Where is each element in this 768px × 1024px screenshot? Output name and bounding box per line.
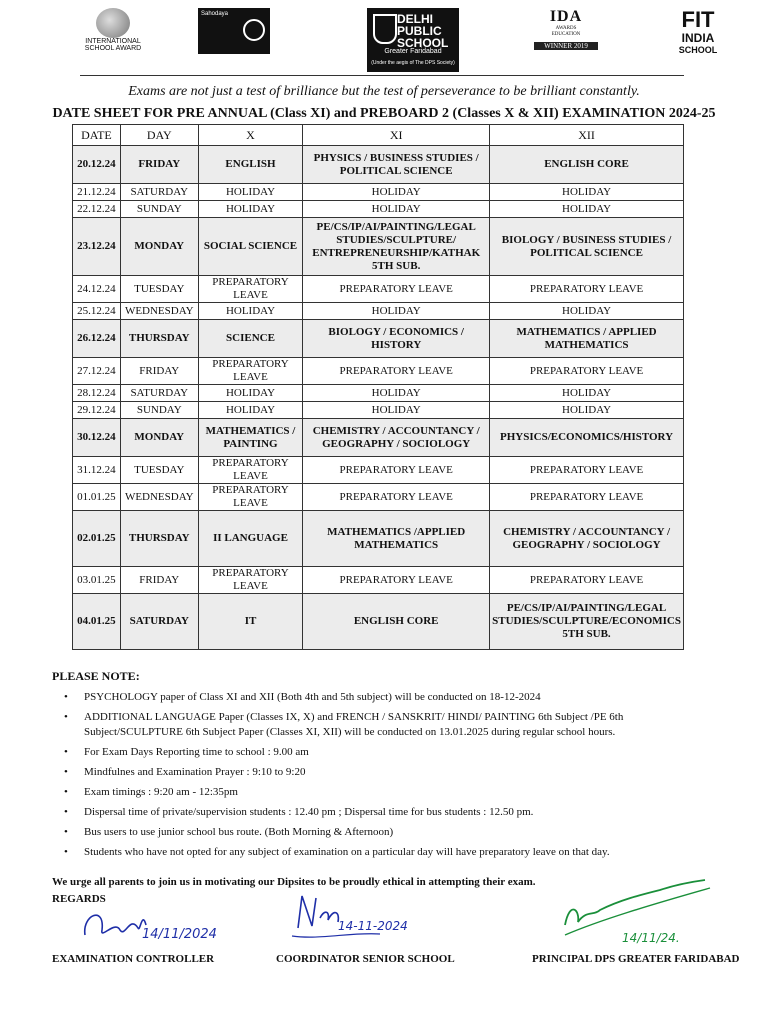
table-body [73, 146, 684, 650]
cell-class-xi: HOLIDAY [303, 402, 490, 419]
dps-line3: SCHOOL [397, 36, 449, 50]
cell-class-xii: CHEMISTRY / ACCOUNTANCY / GEOGRAPHY / SOCIOLOGY [490, 511, 684, 567]
cell-date: 04.01.25 [73, 594, 121, 650]
cell-day: MONDAY [120, 419, 198, 457]
cell-class-xii: HOLIDAY [490, 184, 684, 201]
table-row [73, 402, 684, 419]
cell-class-x: SCIENCE [198, 320, 303, 358]
crest-icon [373, 14, 397, 44]
notes-list [62, 690, 712, 865]
cell-class-xi: PHYSICS / BUSINESS STUDIES / POLITICAL SCIENCE [303, 146, 490, 184]
table-row [73, 567, 684, 594]
cell-class-xii: PREPARATORY LEAVE [490, 358, 684, 385]
fit-line2: INDIA [681, 31, 715, 45]
isa-line2: SCHOOL AWARD [84, 45, 142, 52]
fit-line1: FIT [681, 7, 715, 32]
cell-class-xii: HOLIDAY [490, 201, 684, 218]
cell-class-xi: CHEMISTRY / ACCOUNTANCY / GEOGRAPHY / SOCIOLOGY [303, 419, 490, 457]
cell-class-xii: HOLIDAY [490, 303, 684, 320]
dps-name [397, 13, 448, 49]
label-principal: PRINCIPAL DPS GREATER FARIDABAD [532, 953, 740, 965]
table-row [73, 184, 684, 201]
cell-date: 22.12.24 [73, 201, 121, 218]
date-text-2: 14-11-2024 [338, 919, 408, 933]
header-day: DAY [120, 125, 198, 146]
cell-date: 29.12.24 [73, 402, 121, 419]
table-row [73, 146, 684, 184]
cell-class-x: PREPARATORY LEAVE [198, 358, 303, 385]
note-text: Dispersal time of private/supervision students : 12.40 pm ; Dispersal time for bus students : 12.50 pm. [84, 806, 534, 818]
cell-date: 24.12.24 [73, 276, 121, 303]
note-item [62, 825, 712, 840]
note-item [62, 845, 712, 860]
cell-class-xii: MATHEMATICS / APPLIED MATHEMATICS [490, 320, 684, 358]
header-class-x: X [198, 125, 303, 146]
cell-class-xii: PREPARATORY LEAVE [490, 484, 684, 511]
cell-day: SATURDAY [120, 385, 198, 402]
bullet-icon: • [64, 691, 68, 703]
note-item [62, 765, 712, 780]
note-text: ADDITIONAL LANGUAGE Paper (Classes IX, X) and FRENCH / SANSKRIT/ HINDI/ PAINTING 6th Subject /PE 6th Subject/SCULPTURE 6th Subject Paper (Classes XI, XII) will be conducted on 13.01.2025 during regular school hours. [84, 711, 624, 738]
cell-day: SATURDAY [120, 184, 198, 201]
cell-class-xi: PREPARATORY LEAVE [303, 276, 490, 303]
cell-class-xii: PREPARATORY LEAVE [490, 276, 684, 303]
ida-winner: WINNER 2019 [534, 42, 598, 50]
note-text: Mindfulnes and Examination Prayer : 9:10 to 9:20 [84, 766, 306, 778]
table-header-row [73, 125, 684, 146]
cell-day: SUNDAY [120, 201, 198, 218]
cell-class-xii: PE/CS/IP/AI/PAINTING/LEGAL STUDIES/SCULPTURE/ECONOMICS 5TH SUB. [490, 594, 684, 650]
notes-heading: PLEASE NOTE: [52, 669, 140, 683]
date-text-1: 14/11/2024 [142, 927, 217, 942]
table-row [73, 218, 684, 276]
cell-class-xii: PREPARATORY LEAVE [490, 567, 684, 594]
note-item [62, 805, 712, 820]
cell-class-xi: HOLIDAY [303, 184, 490, 201]
cell-class-x: PREPARATORY LEAVE [198, 276, 303, 303]
table-row [73, 419, 684, 457]
note-item [62, 785, 712, 800]
note-text: Students who have not opted for any subject of examination on a particular day will have preparatory leave on that day. [84, 846, 610, 858]
table-row [73, 457, 684, 484]
note-text: Exam timings : 9:20 am - 12:35pm [84, 786, 238, 798]
table-row [73, 511, 684, 567]
motto: Exams are not just a test of brilliance but the test of perseverance to be brilliant constantly. [128, 84, 640, 99]
cell-class-xii: HOLIDAY [490, 402, 684, 419]
bullet-icon: • [64, 846, 68, 858]
cell-class-xii: ENGLISH CORE [490, 146, 684, 184]
table-row [73, 484, 684, 511]
cell-date: 20.12.24 [73, 146, 121, 184]
header-date: DATE [73, 125, 121, 146]
cell-date: 25.12.24 [73, 303, 121, 320]
cell-date: 03.01.25 [73, 567, 121, 594]
sahodaya-text: Sahodaya [201, 11, 229, 17]
cell-class-x: PREPARATORY LEAVE [198, 567, 303, 594]
cell-day: TUESDAY [120, 457, 198, 484]
page-title: DATE SHEET FOR PRE ANNUAL (Class XI) and PREBOARD 2 (Classes X & XII) EXAMINATION 2024-25 [52, 106, 716, 121]
cell-date: 21.12.24 [73, 184, 121, 201]
cell-date: 31.12.24 [73, 457, 121, 484]
cell-day: SUNDAY [120, 402, 198, 419]
note-item [62, 745, 712, 760]
note-item [62, 710, 712, 740]
cell-class-xi: HOLIDAY [303, 201, 490, 218]
table-row [73, 276, 684, 303]
cell-class-xi: PREPARATORY LEAVE [303, 567, 490, 594]
cell-day: WEDNESDAY [120, 303, 198, 320]
cell-class-x: MATHEMATICS / PAINTING [198, 419, 303, 457]
regards: REGARDS [52, 893, 106, 905]
cell-class-xi: PREPARATORY LEAVE [303, 484, 490, 511]
note-text: PSYCHOLOGY paper of Class XI and XII (Both 4th and 5th subject) will be conducted on 18-12-2024 [84, 691, 541, 703]
cell-class-x: HOLIDAY [198, 201, 303, 218]
cell-class-xi: HOLIDAY [303, 303, 490, 320]
cell-day: SATURDAY [120, 594, 198, 650]
cell-day: FRIDAY [120, 567, 198, 594]
cell-class-x: HOLIDAY [198, 402, 303, 419]
date-sheet-table [72, 124, 684, 650]
table-row [73, 358, 684, 385]
cell-day: THURSDAY [120, 511, 198, 567]
sahodaya-logo [198, 8, 270, 54]
label-examination-controller: EXAMINATION CONTROLLER [52, 953, 215, 965]
note-item [62, 690, 712, 705]
cell-class-xi: BIOLOGY / ECONOMICS / HISTORY [303, 320, 490, 358]
ida-line2: EDUCATION [551, 32, 581, 37]
cell-day: WEDNESDAY [120, 484, 198, 511]
cell-class-x: PREPARATORY LEAVE [198, 457, 303, 484]
cell-date: 02.01.25 [73, 511, 121, 567]
table-row [73, 201, 684, 218]
cell-class-x: HOLIDAY [198, 385, 303, 402]
cell-date: 30.12.24 [73, 419, 121, 457]
dps-city: Greater Faridabad [384, 48, 442, 55]
cell-class-xi: PREPARATORY LEAVE [303, 358, 490, 385]
cell-date: 23.12.24 [73, 218, 121, 276]
bullet-icon: • [64, 826, 68, 838]
cell-date: 28.12.24 [73, 385, 121, 402]
bullet-icon: • [64, 766, 68, 778]
signature-principal [560, 880, 720, 950]
cell-class-xi: MATHEMATICS /APPLIED MATHEMATICS [303, 511, 490, 567]
cell-class-x: SOCIAL SCIENCE [198, 218, 303, 276]
label-coordinator-senior-school: COORDINATOR SENIOR SCHOOL [276, 953, 455, 965]
cell-day: FRIDAY [120, 358, 198, 385]
signature-examination-controller [80, 900, 217, 950]
cell-class-x: IT [198, 594, 303, 650]
header-divider [80, 75, 684, 76]
bullet-icon: • [64, 786, 68, 798]
cell-day: MONDAY [120, 218, 198, 276]
ida-name: IDA [549, 8, 583, 25]
cell-date: 01.01.25 [73, 484, 121, 511]
bullet-icon: • [64, 746, 68, 758]
cell-class-xii: PHYSICS/ECONOMICS/HISTORY [490, 419, 684, 457]
dps-aegis: (Under the aegis of The DPS Society) [371, 60, 455, 66]
cell-class-xi: HOLIDAY [303, 385, 490, 402]
cell-class-x: HOLIDAY [198, 303, 303, 320]
note-text: For Exam Days Reporting time to school : 9.00 am [84, 746, 309, 758]
fit-india-logo [668, 8, 728, 70]
dps-line1: DELHI [397, 12, 433, 26]
bullet-icon: • [64, 711, 68, 723]
isa-line1: INTERNATIONAL [85, 38, 141, 45]
globe-icon [96, 8, 130, 38]
cell-date: 27.12.24 [73, 358, 121, 385]
cell-class-xii: PREPARATORY LEAVE [490, 457, 684, 484]
emblem-icon [243, 19, 265, 41]
cell-class-x: HOLIDAY [198, 184, 303, 201]
signature-coordinator [290, 888, 410, 948]
cell-class-xi: ENGLISH CORE [303, 594, 490, 650]
table-row [73, 594, 684, 650]
dps-logo [367, 8, 459, 72]
header-class-xii: XII [490, 125, 684, 146]
header-class-xi: XI [303, 125, 490, 146]
closing-message: We urge all parents to join us in motivating our Dipsites to be proudly ethical in attempting their exam. [52, 876, 536, 888]
table-row [73, 320, 684, 358]
international-school-award-logo [82, 8, 144, 70]
date-text-3: 14/11/24. [622, 931, 680, 945]
cell-class-xi: PREPARATORY LEAVE [303, 457, 490, 484]
cell-class-xii: HOLIDAY [490, 385, 684, 402]
dps-line2: PUBLIC [397, 24, 442, 38]
note-text: Bus users to use junior school bus route. (Both Morning & Afternoon) [84, 826, 394, 838]
cell-day: FRIDAY [120, 146, 198, 184]
cell-day: TUESDAY [120, 276, 198, 303]
ida-awards-logo [534, 8, 598, 70]
logo-strip [70, 7, 718, 72]
cell-day: THURSDAY [120, 320, 198, 358]
table-row [73, 303, 684, 320]
table-row [73, 385, 684, 402]
cell-class-xii: BIOLOGY / BUSINESS STUDIES / POLITICAL SCIENCE [490, 218, 684, 276]
bullet-icon: • [64, 806, 68, 818]
cell-class-x: ENGLISH [198, 146, 303, 184]
ida-line1: AWARDS [555, 26, 577, 31]
cell-date: 26.12.24 [73, 320, 121, 358]
cell-class-x: PREPARATORY LEAVE [198, 484, 303, 511]
fit-line3: SCHOOL [678, 45, 718, 55]
cell-class-xi: PE/CS/IP/AI/PAINTING/LEGAL STUDIES/SCULPTURE/ ENTREPRENEURSHIP/KATHAK 5TH SUB. [303, 218, 490, 276]
cell-class-x: II LANGUAGE [198, 511, 303, 567]
